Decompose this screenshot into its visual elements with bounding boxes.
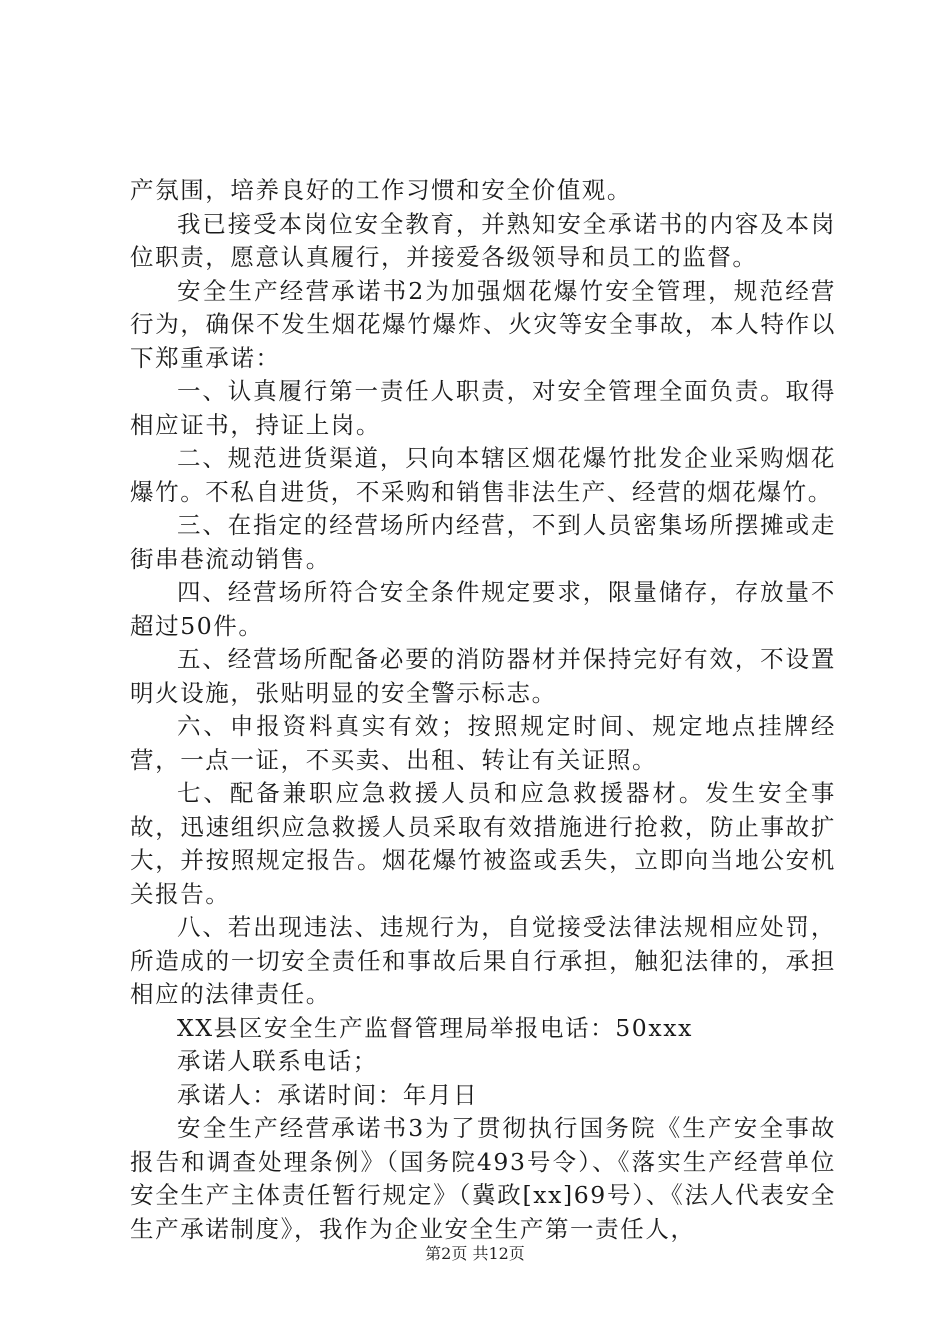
paragraph-item-8: 八、若出现违法、违规行为，自觉接受法律法规相应处罚，所造成的一切安全责任和事故后果自行承担，触犯法律的，承担相应的法律责任。	[130, 913, 836, 1008]
paragraph-pledge-3-intro: 安全生产经营承诺书3为了贯彻执行国务院《生产安全事故报告和调查处理条例》（国务院493号令）、《落实生产经营单位安全生产主体责任暂行规定》（冀政[xx]69号）、《法人代表安全生产承诺制度》，我作为企业安全生产第一责任人，	[130, 1114, 836, 1243]
paragraph-item-7: 七、配备兼职应急救援人员和应急救援器材。发生安全事故，迅速组织应急救援人员采取有效措施进行抢救，防止事故扩大，并按照规定报告。烟花爆竹被盗或丢失，立即向当地公安机关报告。	[130, 779, 836, 908]
paragraph-item-3: 三、在指定的经营场所内经营，不到人员密集场所摆摊或走街串巷流动销售。	[130, 511, 836, 573]
page-number-footer: 第2页 共12页	[425, 1244, 525, 1263]
paragraph-item-5: 五、经营场所配备必要的消防器材并保持完好有效，不设置明火设施，张贴明显的安全警示标志。	[130, 645, 836, 707]
document-body	[130, 174, 836, 1246]
paragraph-pledge-2-intro: 安全生产经营承诺书2为加强烟花爆竹安全管理，规范经营行为，确保不发生烟花爆竹爆炸、火灾等安全事故，本人特作以下郑重承诺：	[130, 276, 836, 372]
paragraph-item-4: 四、经营场所符合安全条件规定要求，限量储存，存放量不超过50件。	[130, 578, 836, 640]
paragraph-contact-phone: 承诺人联系电话；	[177, 1047, 378, 1075]
paragraph-acknowledgement: 我已接受本岗位安全教育，并熟知安全承诺书的内容及本岗位职责，愿意认真履行，并接爱各级领导和员工的监督。	[130, 209, 836, 271]
paragraph-item-6: 六、申报资料真实有效；按照规定时间、规定地点挂牌经营，一点一证，不买卖、出租、转让有关证照。	[130, 712, 836, 774]
paragraph-report-phone: XX县区安全生产监督管理局举报电话：50xxx	[177, 1013, 693, 1042]
paragraph-continuation: 产氛围，培养良好的工作习惯和安全价值观。	[130, 176, 632, 204]
paragraph-item-2: 二、规范进货渠道，只向本辖区烟花爆竹批发企业采购烟花爆竹。不私自进货，不采购和销售非法生产、经营的烟花爆竹。	[130, 444, 836, 506]
paragraph-signature-date: 承诺人：承诺时间：年月日	[177, 1080, 479, 1109]
paragraph-item-1: 一、认真履行第一责任人职责，对安全管理全面负责。取得相应证书，持证上岗。	[130, 377, 836, 439]
